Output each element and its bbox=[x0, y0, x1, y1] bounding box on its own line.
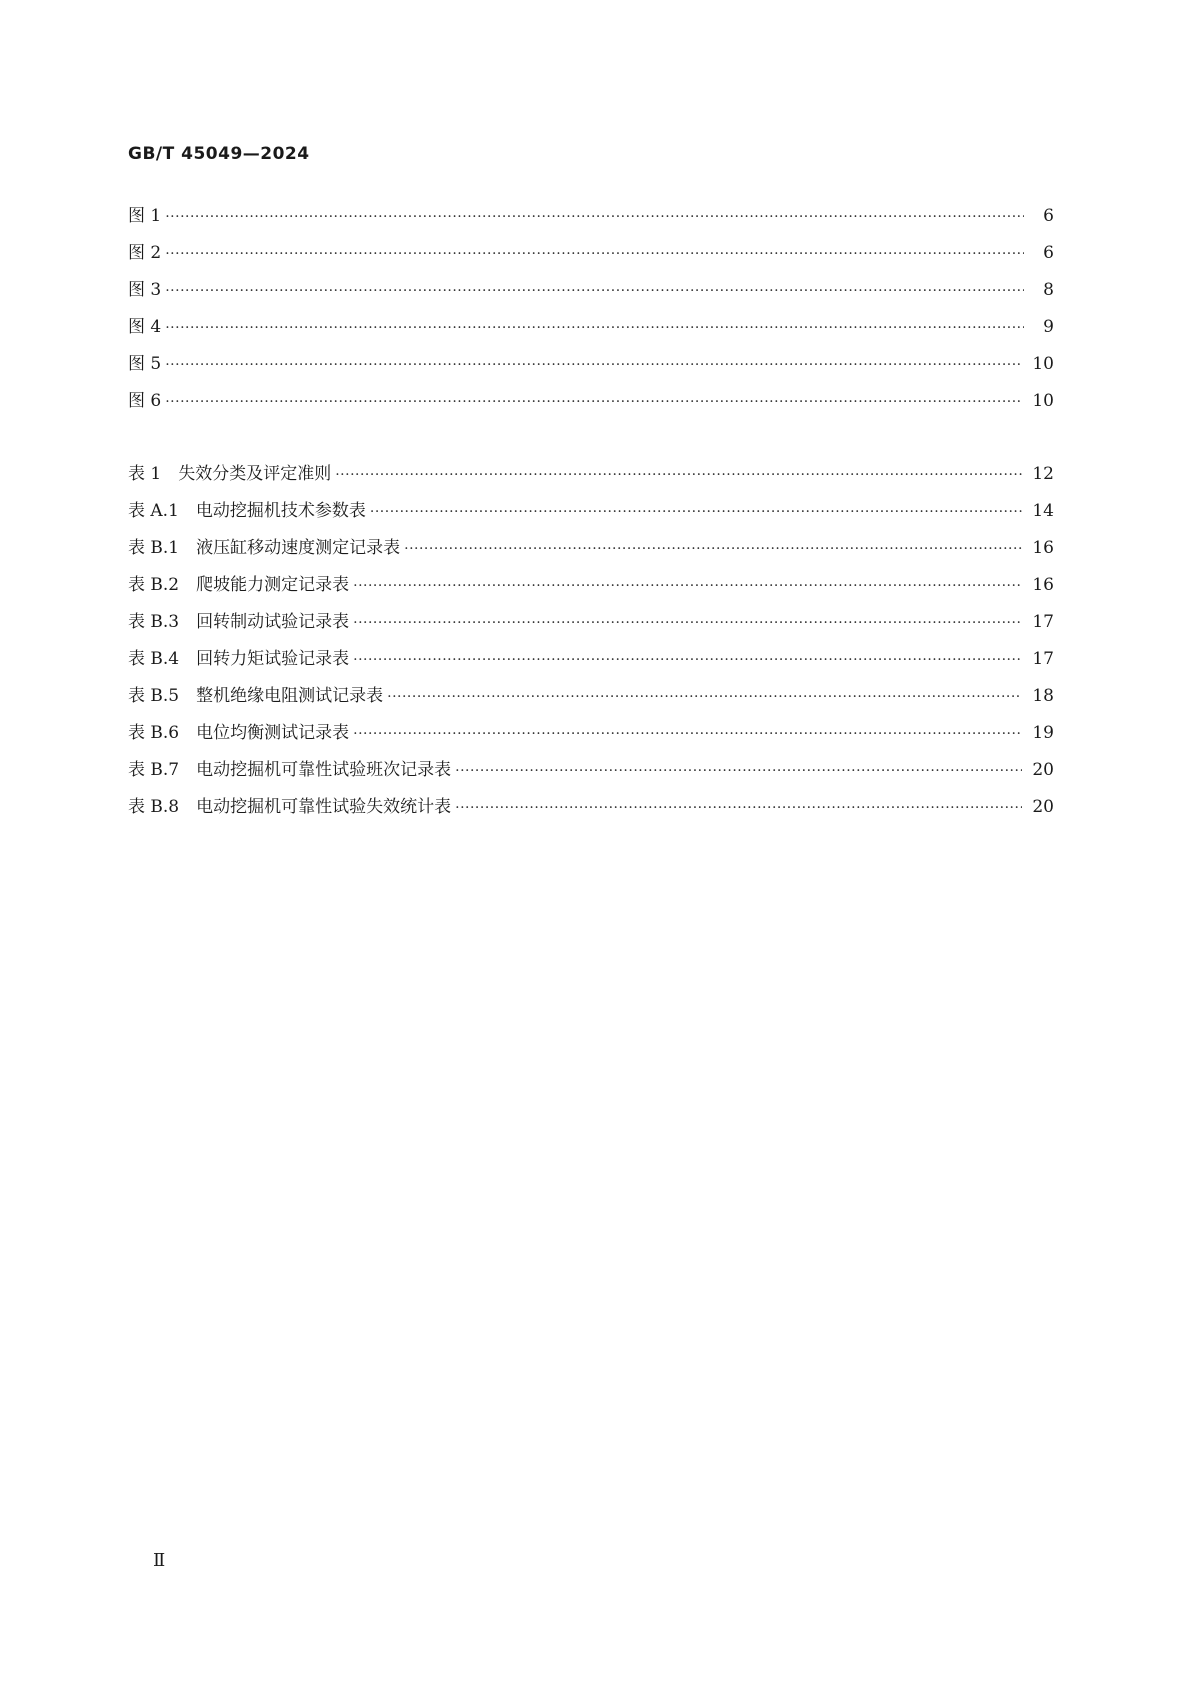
dot-leader bbox=[353, 642, 1022, 679]
toc-entry-figure-5[interactable] bbox=[128, 346, 1054, 383]
dot-leader bbox=[165, 310, 1024, 347]
entry-label: 表 B.1 液压缸移动速度测定记录表 bbox=[128, 538, 401, 558]
dot-leader bbox=[353, 605, 1022, 642]
entry-page: 19 bbox=[1032, 723, 1054, 743]
dot-leader bbox=[353, 568, 1022, 605]
entry-page: 6 bbox=[1043, 206, 1054, 226]
entry-label: 表 B.3 回转制动试验记录表 bbox=[128, 612, 350, 632]
entry-label: 表 B.6 电位均衡测试记录表 bbox=[128, 723, 350, 743]
entry-label: 图 1 bbox=[128, 206, 162, 226]
entry-label: 表 A.1 电动挖掘机技术参数表 bbox=[128, 501, 366, 521]
dot-leader bbox=[165, 384, 1022, 421]
toc-entry-figure-2[interactable] bbox=[128, 235, 1054, 272]
toc-entry-table-b8[interactable] bbox=[128, 789, 1054, 826]
entry-page: 10 bbox=[1032, 391, 1054, 411]
toc-entry-table-b6[interactable] bbox=[128, 715, 1054, 752]
entry-page: 10 bbox=[1032, 354, 1054, 374]
toc-entry-figure-3[interactable] bbox=[128, 272, 1054, 309]
toc-entry-figure-4[interactable] bbox=[128, 309, 1054, 346]
toc-entry-table-b5[interactable] bbox=[128, 678, 1054, 715]
toc-entry-table-b1[interactable] bbox=[128, 530, 1054, 567]
toc-entry-table-b2[interactable] bbox=[128, 567, 1054, 604]
dot-leader bbox=[404, 531, 1022, 568]
entry-page: 17 bbox=[1032, 649, 1054, 669]
dot-leader bbox=[455, 753, 1022, 790]
entry-label: 图 2 bbox=[128, 243, 162, 263]
entry-label: 表 B.7 电动挖掘机可靠性试验班次记录表 bbox=[128, 760, 452, 780]
dot-leader bbox=[387, 679, 1022, 716]
entry-page: 14 bbox=[1032, 501, 1054, 521]
dot-leader bbox=[165, 347, 1022, 384]
toc-entry-table-b4[interactable] bbox=[128, 641, 1054, 678]
entry-page: 17 bbox=[1032, 612, 1054, 632]
entry-page: 18 bbox=[1032, 686, 1054, 706]
entry-label: 图 4 bbox=[128, 317, 162, 337]
entry-page: 20 bbox=[1032, 760, 1054, 780]
entry-label: 表 B.4 回转力矩试验记录表 bbox=[128, 649, 350, 669]
entry-label: 表 B.5 整机绝缘电阻测试记录表 bbox=[128, 686, 384, 706]
dot-leader bbox=[370, 494, 1022, 531]
standard-number-header: GB/T 45049—2024 bbox=[128, 144, 310, 164]
entry-page: 12 bbox=[1032, 464, 1054, 484]
page-number: Ⅱ bbox=[153, 1550, 166, 1571]
toc-entry-figure-6[interactable] bbox=[128, 383, 1054, 420]
toc-entry-figure-1[interactable] bbox=[128, 198, 1054, 235]
dot-leader bbox=[165, 236, 1024, 273]
entry-page: 9 bbox=[1043, 317, 1054, 337]
dot-leader bbox=[165, 273, 1024, 310]
dot-leader bbox=[165, 199, 1024, 236]
entry-page: 20 bbox=[1032, 797, 1054, 817]
entry-page: 6 bbox=[1043, 243, 1054, 263]
entry-page: 8 bbox=[1043, 280, 1054, 300]
dot-leader bbox=[455, 790, 1022, 827]
toc-entry-table-a1[interactable] bbox=[128, 493, 1054, 530]
dot-leader bbox=[353, 716, 1022, 753]
entry-page: 16 bbox=[1032, 575, 1054, 595]
entry-page: 16 bbox=[1032, 538, 1054, 558]
entry-label: 表 B.2 爬坡能力测定记录表 bbox=[128, 575, 350, 595]
toc-entry-table-1[interactable] bbox=[128, 456, 1054, 493]
toc-entry-table-b7[interactable] bbox=[128, 752, 1054, 789]
dot-leader bbox=[335, 457, 1022, 494]
table-list bbox=[128, 456, 1054, 826]
entry-label: 表 B.8 电动挖掘机可靠性试验失效统计表 bbox=[128, 797, 452, 817]
toc-entry-table-b3[interactable] bbox=[128, 604, 1054, 641]
entry-label: 表 1 失效分类及评定准则 bbox=[128, 464, 332, 484]
figure-list bbox=[128, 198, 1054, 420]
entry-label: 图 3 bbox=[128, 280, 162, 300]
entry-label: 图 5 bbox=[128, 354, 162, 374]
entry-label: 图 6 bbox=[128, 391, 162, 411]
